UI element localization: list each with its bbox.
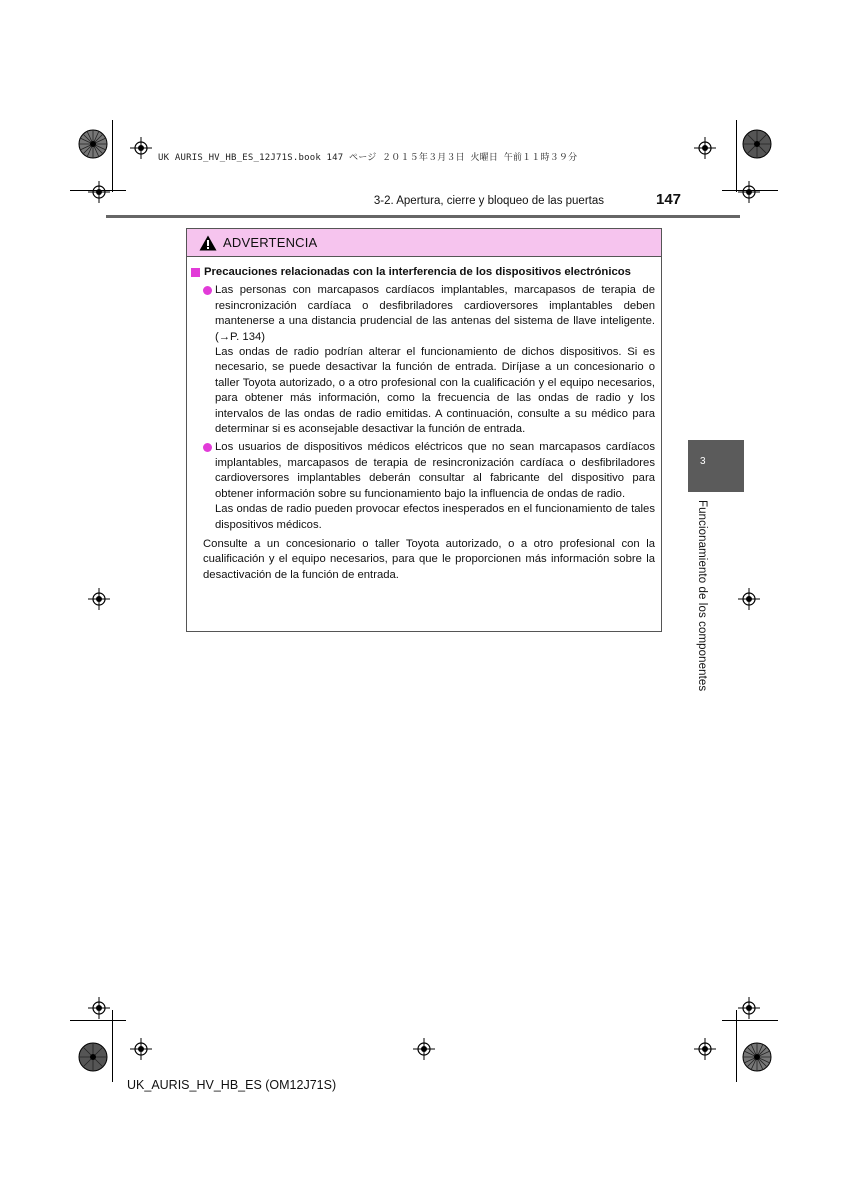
- registration-mark-icon: [738, 997, 760, 1019]
- list-item: [191, 283, 655, 437]
- closing-paragraph: Consulte a un concesionario o taller Toyota autorizado, o a otro profesional con la cualificación y el equipo necesarios, para que le proporcionen más información sobre la desactivación de la función de entrada.: [203, 537, 655, 581]
- trim-line: [70, 1020, 126, 1021]
- warning-triangle-icon: [199, 235, 217, 251]
- registration-mark-icon: [694, 137, 716, 159]
- print-rosette-icon: [78, 129, 108, 159]
- print-rosette-icon: [742, 1042, 772, 1072]
- registration-mark-icon: [694, 1038, 716, 1060]
- list-item-text: Las personas con marcapasos cardíacos implantables, marcapasos de terapia de resincronización cardíaca o desfibriladores cardioversores implantables deben mantenerse a una distancia prudencial de las antenas del sistema de llave inteligente. (→P. 134): [215, 284, 655, 343]
- section-title: [191, 265, 655, 280]
- chapter-title: Funcionamiento de los componentes: [696, 500, 708, 692]
- circle-bullet-icon: [203, 286, 212, 295]
- trim-line: [722, 1020, 778, 1021]
- warning-header: [187, 229, 661, 257]
- trim-line: [112, 120, 113, 192]
- square-bullet-icon: [191, 268, 200, 277]
- print-metadata: UK AURIS_HV_HB_ES_12J71S.book 147 ページ ２０１５年３月３日 火曜日 午前１１時３９分: [158, 153, 578, 163]
- warning-box: [186, 228, 662, 632]
- trim-line: [736, 120, 737, 192]
- list-item-detail: Las ondas de radio podrían alterar el funcionamiento de dichos dispositivos. Si es necesario, se puede desactivar la función de entrada. Diríjase a un concesionario o taller Toyota autorizado, o a otro profesional con la cualificación y el equipo necesarios, para obtener más información, como la frecuencia de las ondas de radio y los intervalos de las ondas de radio emitidas. A continuación, consulte a su médico para determinar si es aconsejable desactivar la función de entrada.: [215, 346, 655, 436]
- list-item-detail: Las ondas de radio pueden provocar efectos inesperados en el funcionamiento de tales dispositivos médicos.: [215, 503, 655, 531]
- header-rule: [106, 215, 740, 218]
- registration-mark-icon: [130, 137, 152, 159]
- list-item-text: Los usuarios de dispositivos médicos eléctricos que no sean marcapasos cardíacos implantables, marcapasos de terapia de resincronización cardíaca o desfibriladores cardioversores implantables deberán consultar al fabricante del dispositivo para obtener información sobre su funcionamiento bajo la influencia de ondas de radio.: [215, 441, 655, 500]
- document-code: UK_AURIS_HV_HB_ES (OM12J71S): [127, 1078, 337, 1092]
- print-rosette-icon: [742, 129, 772, 159]
- registration-mark-icon: [413, 1038, 435, 1060]
- warning-content: [187, 257, 661, 583]
- print-rosette-icon: [78, 1042, 108, 1072]
- registration-mark-icon: [88, 181, 110, 203]
- warning-title: ADVERTENCIA: [223, 235, 318, 250]
- chapter-number: 3: [700, 456, 706, 467]
- registration-mark-icon: [738, 588, 760, 610]
- page-number: 147: [656, 191, 682, 208]
- registration-mark-icon: [738, 181, 760, 203]
- registration-mark-icon: [88, 997, 110, 1019]
- circle-bullet-icon: [203, 443, 212, 452]
- section-title-text: Precauciones relacionadas con la interferencia de los dispositivos electrónicos: [204, 266, 631, 278]
- chapter-tab: [688, 440, 744, 492]
- registration-mark-icon: [130, 1038, 152, 1060]
- registration-mark-icon: [88, 588, 110, 610]
- list-item: [191, 440, 655, 532]
- section-header: 3-2. Apertura, cierre y bloqueo de las puertas: [373, 195, 604, 207]
